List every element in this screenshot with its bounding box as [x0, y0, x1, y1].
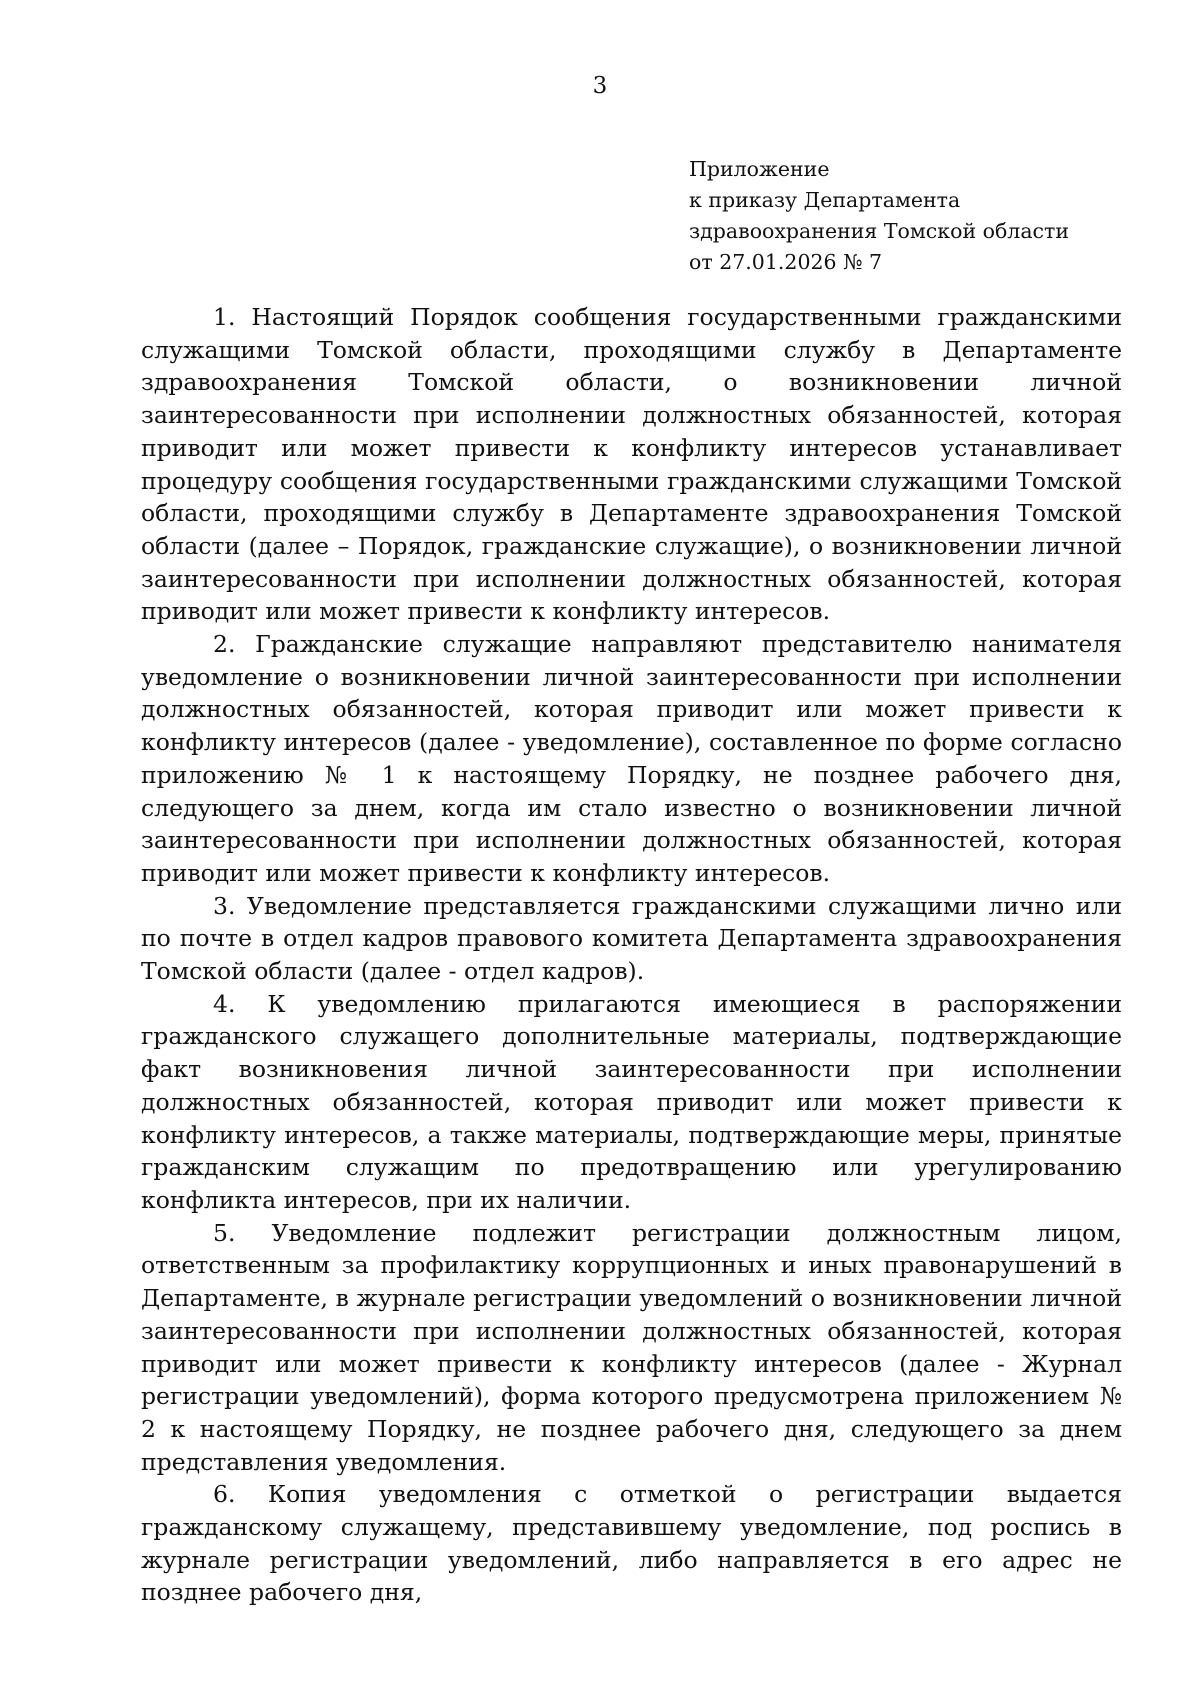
paragraph-1: 1. Настоящий Порядок сообщения государственными гражданскими служащими Томской области, проходящими службу в Департаменте здравоохранения Томской области, о возникновении личной заинтересованности при исполнении должностных обязанностей, которая приводит или может привести к конфликту интересов устанавливает процедуру сообщения государственными гражданскими служащими Томской области, проходящими службу в Департаменте здравоохранения Томской области (далее – Порядок, гражданские служащие), о возникновении личной заинтересованности при исполнении должностных обязанностей, которая приводит или может привести к конфликту интересов.	[141, 303, 1122, 626]
appendix-date-number: от 27.01.2026 № 7	[689, 250, 883, 274]
document-body	[141, 301, 1122, 1609]
paragraph-4: 4. К уведомлению прилагаются имеющиеся в распоряжении гражданского служащего дополнительные материалы, подтверждающие факт возникновения личной заинтересованности при исполнении должностных обязанностей, которая приводит или может привести к конфликту интересов, а также материалы, подтверждающие меры, принятые гражданским служащим по предотвращению или урегулированию конфликта интересов, при их наличии.	[141, 989, 1122, 1214]
paragraph-3: 3. Уведомление представляется гражданскими служащими лично или по почте в отдел кадров правового комитета Департамента здравоохранения Томской области (далее - отдел кадров).	[141, 891, 1122, 986]
appendix-title: Приложение	[689, 157, 830, 181]
paragraph-5: 5. Уведомление подлежит регистрации должностным лицом, ответственным за профилактику коррупционных и иных правонарушений в Департаменте, в журнале регистрации уведомлений о возникновении личной заинтересованности при исполнении должностных обязанностей, которая приводит или может привести к конфликту интересов (далее - Журнал регистрации уведомлений), форма которого предусмотрена приложением № 2 к настоящему Порядку, не позднее рабочего дня, следующего за днем представления уведомления.	[141, 1218, 1122, 1476]
appendix-header	[689, 154, 1159, 278]
paragraph-6: 6. Копия уведомления с отметкой о регистрации выдается гражданскому служащему, представившему уведомление, под роспись в журнале регистрации уведомлений, либо направляется в его адрес не позднее рабочего дня,	[141, 1480, 1122, 1607]
appendix-department: здравоохранения Томской области	[689, 219, 1070, 243]
appendix-order-reference: к приказу Департамента	[689, 188, 961, 212]
page-number: 3	[592, 73, 608, 99]
paragraph-2: 2. Гражданские служащие направляют представителю нанимателя уведомление о возникновении личной заинтересованности при исполнении должностных обязанностей, которая приводит или может привести к конфликту интересов (далее - уведомление), составленное по форме согласно приложению № 1 к настоящему Порядку, не позднее рабочего дня, следующего за днем, когда им стало известно о возникновении личной заинтересованности при исполнении должностных обязанностей, которая приводит или может привести к конфликту интересов.	[141, 630, 1122, 887]
